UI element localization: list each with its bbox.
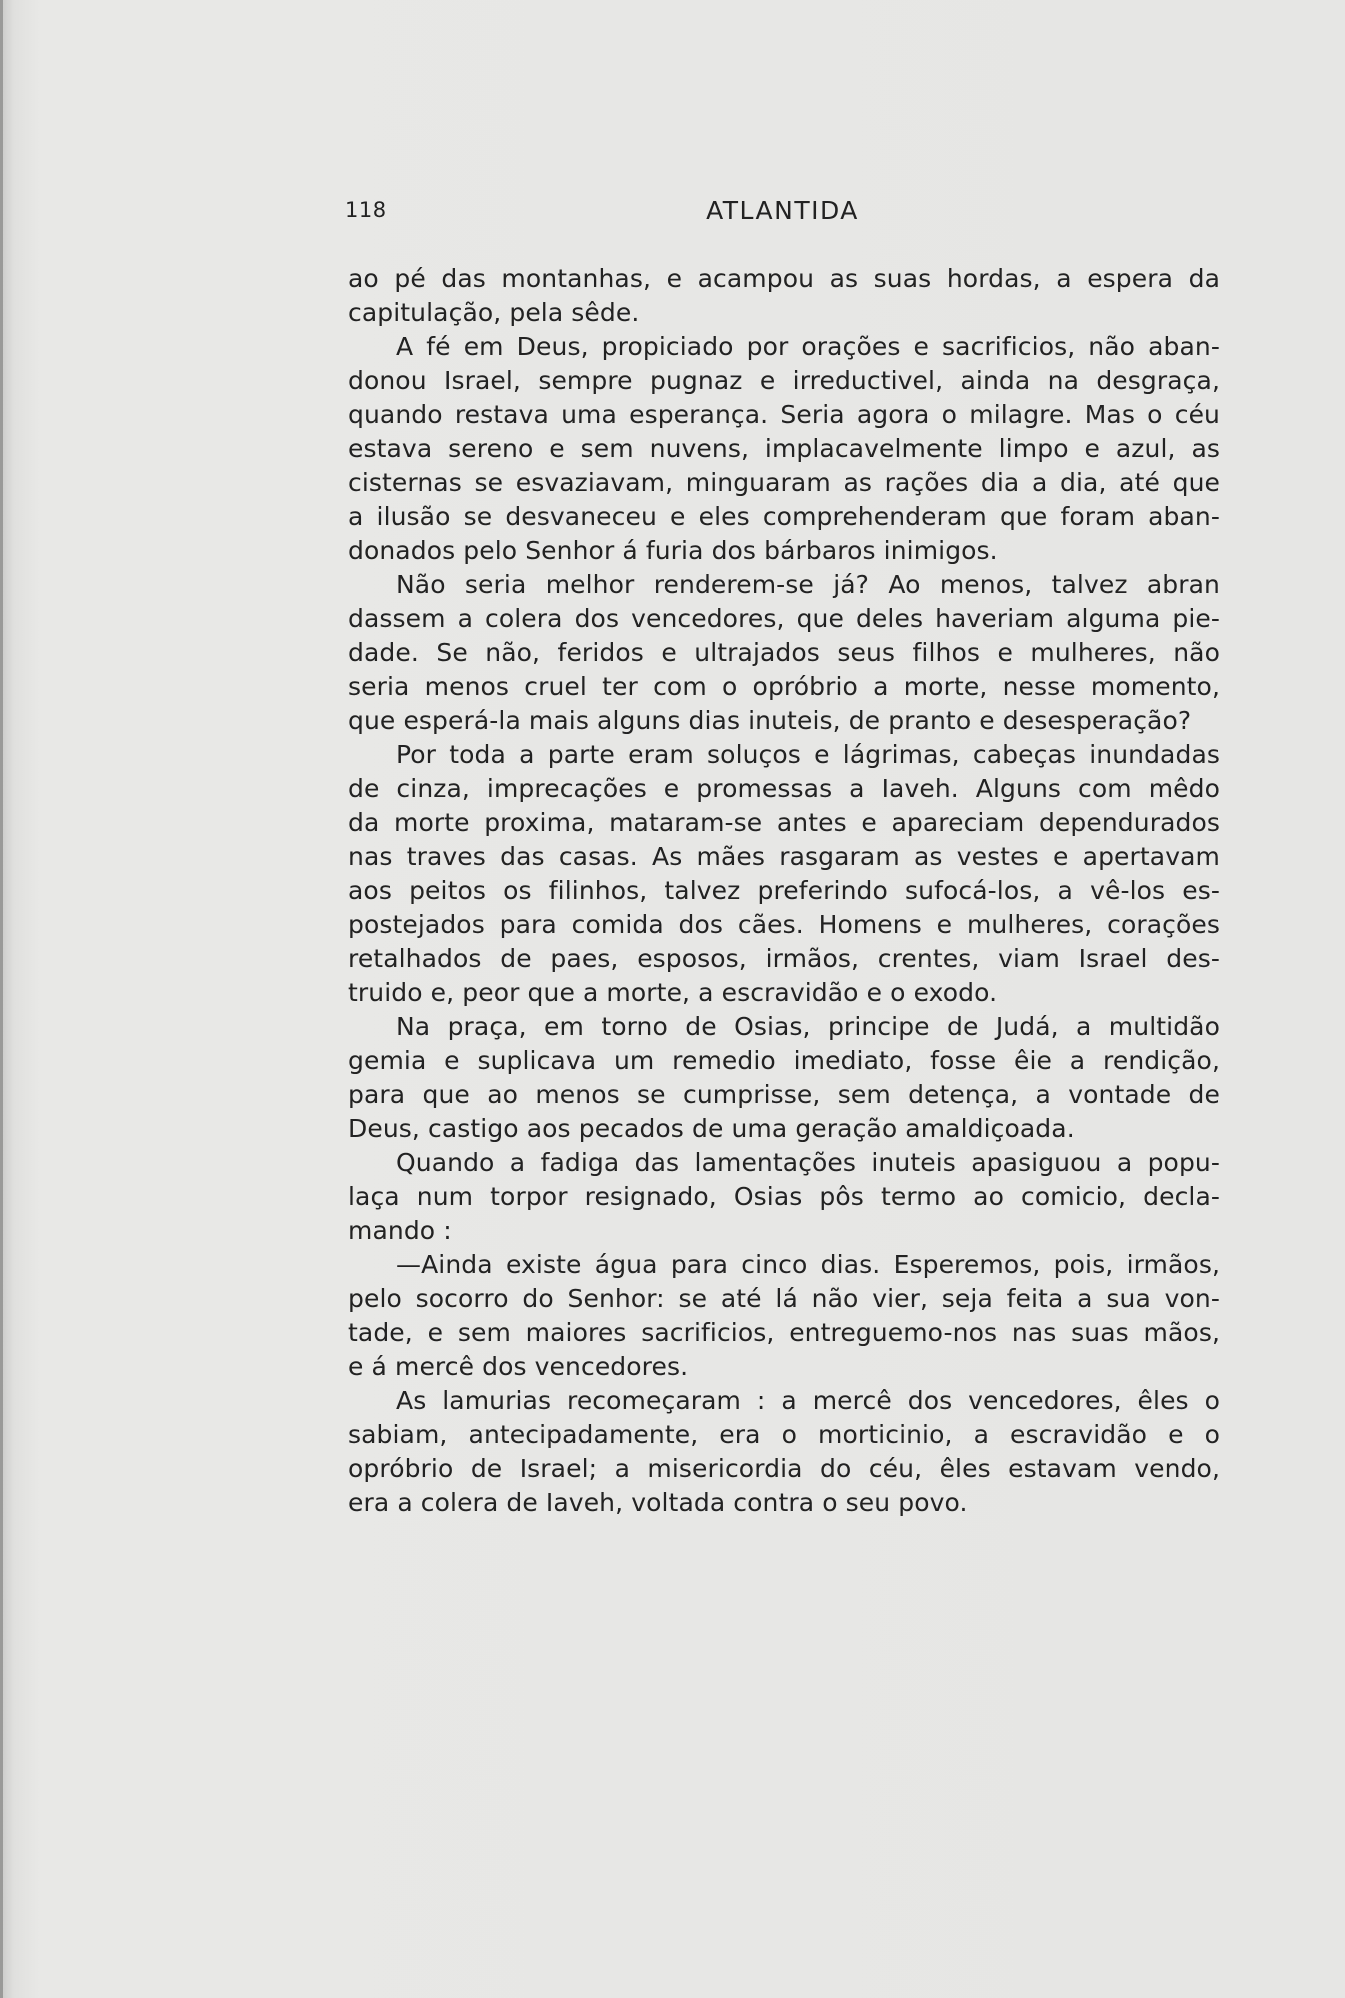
text-line: sabiam, antecipadamente, era o morticinio, a escravidão e o (348, 1420, 1220, 1449)
text-line: de cinza, imprecações e promessas a Iaveh. Alguns com mêdo (348, 774, 1220, 803)
text-line: opróbrio de Israel; a misericordia do céu, êles estavam vendo, (348, 1454, 1220, 1483)
text-line: tade, e sem maiores sacrificios, entreguemo-nos nas suas mãos, (348, 1318, 1220, 1347)
text-line: Não seria melhor renderem-se já? Ao menos, talvez abran (396, 570, 1220, 599)
text-line: aos peitos os filinhos, talvez preferindo sufocá-los, a vê-los es- (348, 876, 1220, 905)
text-line: Quando a fadiga das lamentações inuteis apasiguou a popu- (396, 1148, 1220, 1177)
text-line: Por toda a parte eram soluços e lágrimas, cabeças inundadas (396, 740, 1220, 769)
text-line: capitulação, pela sêde. (348, 298, 640, 327)
text-line: retalhados de paes, esposos, irmãos, crentes, viam Israel des- (348, 944, 1220, 973)
text-line: que esperá-la mais alguns dias inuteis, de pranto e desesperação? (348, 706, 1192, 735)
page-number: 118 (345, 198, 387, 222)
text-line: Na praça, em torno de Osias, principe de Judá, a multidão (396, 1012, 1220, 1041)
text-line: truido e, peor que a morte, a escravidão e o exodo. (348, 978, 998, 1007)
text-line: mando : (348, 1216, 452, 1245)
page-header (345, 198, 1220, 234)
text-line: dassem a colera dos vencedores, que deles haveriam alguma pie- (348, 604, 1220, 633)
text-line: As lamurias recomeçaram : a mercê dos vencedores, êles o (396, 1386, 1220, 1415)
running-title: ATLANTIDA (706, 196, 859, 225)
text-line: postejados para comida dos cães. Homens e mulheres, corações (348, 910, 1220, 939)
text-line: —Ainda existe água para cinco dias. Esperemos, pois, irmãos, (396, 1250, 1220, 1279)
text-line: laça num torpor resignado, Osias pôs termo ao comicio, decla- (348, 1182, 1220, 1211)
text-line: dade. Se não, feridos e ultrajados seus filhos e mulheres, não (348, 638, 1220, 667)
text-line: ao pé das montanhas, e acampou as suas hordas, a espera da (348, 264, 1220, 293)
page-spine-edge (0, 0, 3, 1998)
text-line: donados pelo Senhor á furia dos bárbaros inimigos. (348, 536, 998, 565)
text-line: cisternas se esvaziavam, minguaram as rações dia a dia, até que (348, 468, 1220, 497)
text-line: a ilusão se desvaneceu e eles comprehenderam que foram aban- (348, 502, 1220, 531)
text-line: pelo socorro do Senhor: se até lá não vier, seja feita a sua von- (348, 1284, 1220, 1313)
body-text (348, 262, 1220, 1520)
text-line: Deus, castigo aos pecados de uma geração amaldiçoada. (348, 1114, 1075, 1143)
text-line: para que ao menos se cumprisse, sem detença, a vontade de (348, 1080, 1220, 1109)
text-line: da morte proxima, mataram-se antes e apareciam dependurados (348, 808, 1220, 837)
text-line: donou Israel, sempre pugnaz e irreductivel, ainda na desgraça, (348, 366, 1220, 395)
text-line: quando restava uma esperança. Seria agora o milagre. Mas o céu (348, 400, 1220, 429)
text-line: nas traves das casas. As mães rasgaram as vestes e apertavam (348, 842, 1220, 871)
text-line: seria menos cruel ter com o opróbrio a morte, nesse momento, (348, 672, 1220, 701)
text-line: estava sereno e sem nuvens, implacavelmente limpo e azul, as (348, 434, 1220, 463)
text-line: e á mercê dos vencedores. (348, 1352, 689, 1381)
text-line: A fé em Deus, propiciado por orações e sacrificios, não aban- (396, 332, 1220, 361)
text-line: gemia e suplicava um remedio imediato, fosse êie a rendição, (348, 1046, 1220, 1075)
text-line: era a colera de Iaveh, voltada contra o seu povo. (348, 1488, 968, 1517)
